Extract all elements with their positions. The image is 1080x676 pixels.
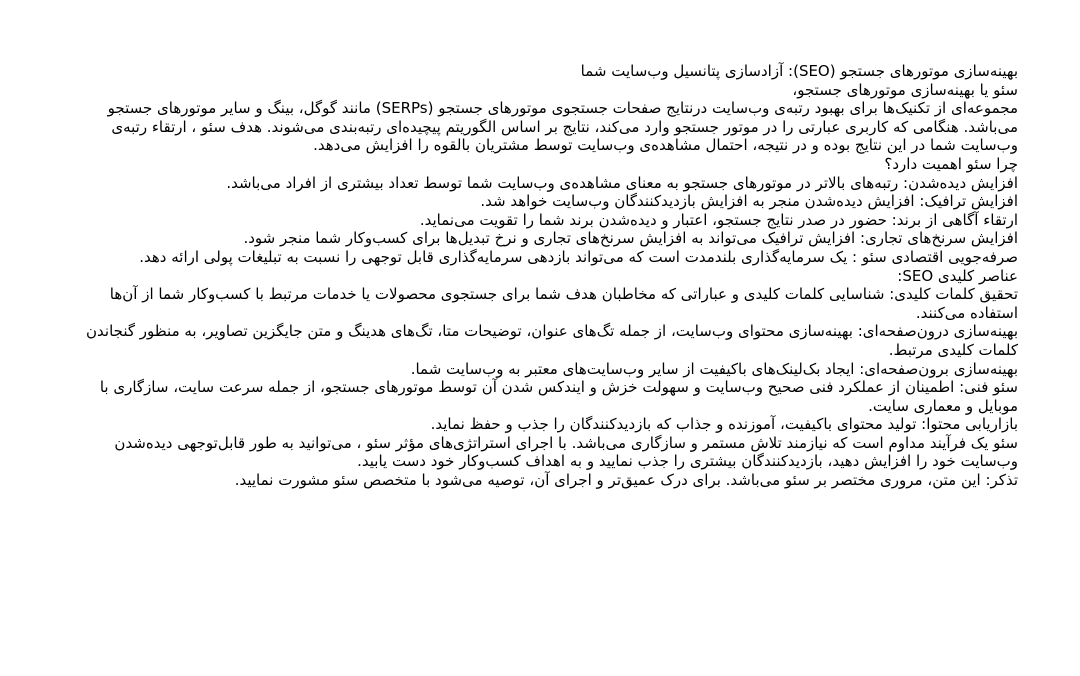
note-paragraph: تذکر: این متن، مروری مختصر بر سئو می‌باشد. برای درک عمیق‌تر و اجرای آن، توصیه می‌شود با متخصص سئو مشورت نمایید. [234, 471, 1018, 490]
element-item-technical: سئو فنی: اطمینان از عملکرد فنی صحیح وب‌سایت و سهولت خزش و ایندکس شدن آن توسط موتورهای جستجو، از جمله سرعت سایت، سازگاری با موبایل و معماری سایت. [99, 378, 1018, 415]
why-item-traffic: افزایش ترافیک: افزایش دیده‌شدن منجر به افزایش بازدیدکنندگان وب‌سایت خواهد شد. [480, 192, 1018, 211]
element-item-onpage: بهینه‌سازی درون‌صفحه‌ای: بهینه‌سازی محتوای وب‌سایت، از جمله تگ‌های عنوان، توضیحات متا، تگ‌های هدینگ و متن جایگزین تصاویر، به منظور گنجاندن کلمات کلیدی مرتبط. [86, 322, 1018, 359]
element-item-offpage: بهینه‌سازی برون‌صفحه‌ای: ایجاد بک‌لینک‌های باکیفیت از سایر وب‌سایت‌های معتبر به وب‌سایت شما. [410, 359, 1018, 378]
intro-paragraph: مجموعه‌ای از تکنیک‌ها برای بهبود رتبه‌ی وب‌سایت درنتایج صفحات جستجوی موتورهای جستجو (SERPs) مانند گوگل، بینگ و سایر موتورهای جستجو می‌باشد. هنگامی که کاربری عبارتی را در موتور جستجو وارد می‌کند، نتایج بر اساس الگوریتم پیچیده‌ای رتبه‌بندی می‌شوند. هدف سئو ، ارتقاء رتبه‌ی وب‌سایت شما در این نتایج بوده و در نتیجه، احتمال مشاهده‌ی وب‌سایت توسط مشتریان بالقوه را افزایش می‌دهد. [107, 99, 1018, 155]
document-title: بهینه‌سازی موتورهای جستجو (SEO): آزادسازی پتانسیل وب‌سایت شما [580, 62, 1018, 80]
conclusion-paragraph: سئو یک فرآیند مداوم است که نیازمند تلاش مستمر و سازگاری می‌باشد. با اجرای استراتژی‌های مؤثر سئو ، می‌توانید به طور قابل‌توجهی دیده‌شدن وب‌سایت خود را افزایش دهید، بازدیدکنندگان بیشتری را جذب نمایید و به اهداف کسب‌وکار خود دست یابید. [114, 433, 1018, 471]
document-body [62, 62, 1018, 490]
element-item-content: بازاریابی محتوا: تولید محتوای باکیفیت، آموزنده و جذاب که بازدیدکنندگان را جذب و حفظ نماید. [430, 415, 1018, 434]
why-item-visibility: افزایش دیده‌شدن: رتبه‌های بالاتر در موتورهای جستجو به معنای مشاهده‌ی وب‌سایت شما توسط تعداد بیشتری از افراد می‌باشد. [226, 173, 1018, 192]
why-item-brand: ارتقاء آگاهی از برند: حضور در صدر نتایج جستجو، اعتبار و دیده‌شدن برند شما را تقویت می‌نماید. [419, 210, 1018, 229]
why-item-leads: افزایش سرنخ‌های تجاری: افزایش ترافیک می‌تواند به افزایش سرنخ‌های تجاری و نرخ تبدیل‌ها برای کسب‌وکار شما منجر شود. [243, 229, 1018, 248]
intro-line: سئو یا بهینه‌سازی موتورهای جستجو، [792, 80, 1018, 99]
elements-heading: عناصر کلیدی SEO: [897, 266, 1018, 285]
why-heading: چرا سئو اهمیت دارد؟ [884, 154, 1018, 173]
why-item-cost: صرفه‌جویی اقتصادی سئو : یک سرمایه‌گذاری بلندمدت است که می‌تواند بازدهی سرمایه‌گذاری قابل توجهی را نسبت به تبلیغات پولی ارائه دهد. [139, 247, 1018, 266]
element-item-keywords: تحقیق کلمات کلیدی: شناسایی کلمات کلیدی و عباراتی که مخاطبان هدف شما برای جستجوی محصولات یا خدمات مرتبط با کسب‌وکار شما از آن‌ها استفاده می‌کنند. [109, 285, 1018, 322]
